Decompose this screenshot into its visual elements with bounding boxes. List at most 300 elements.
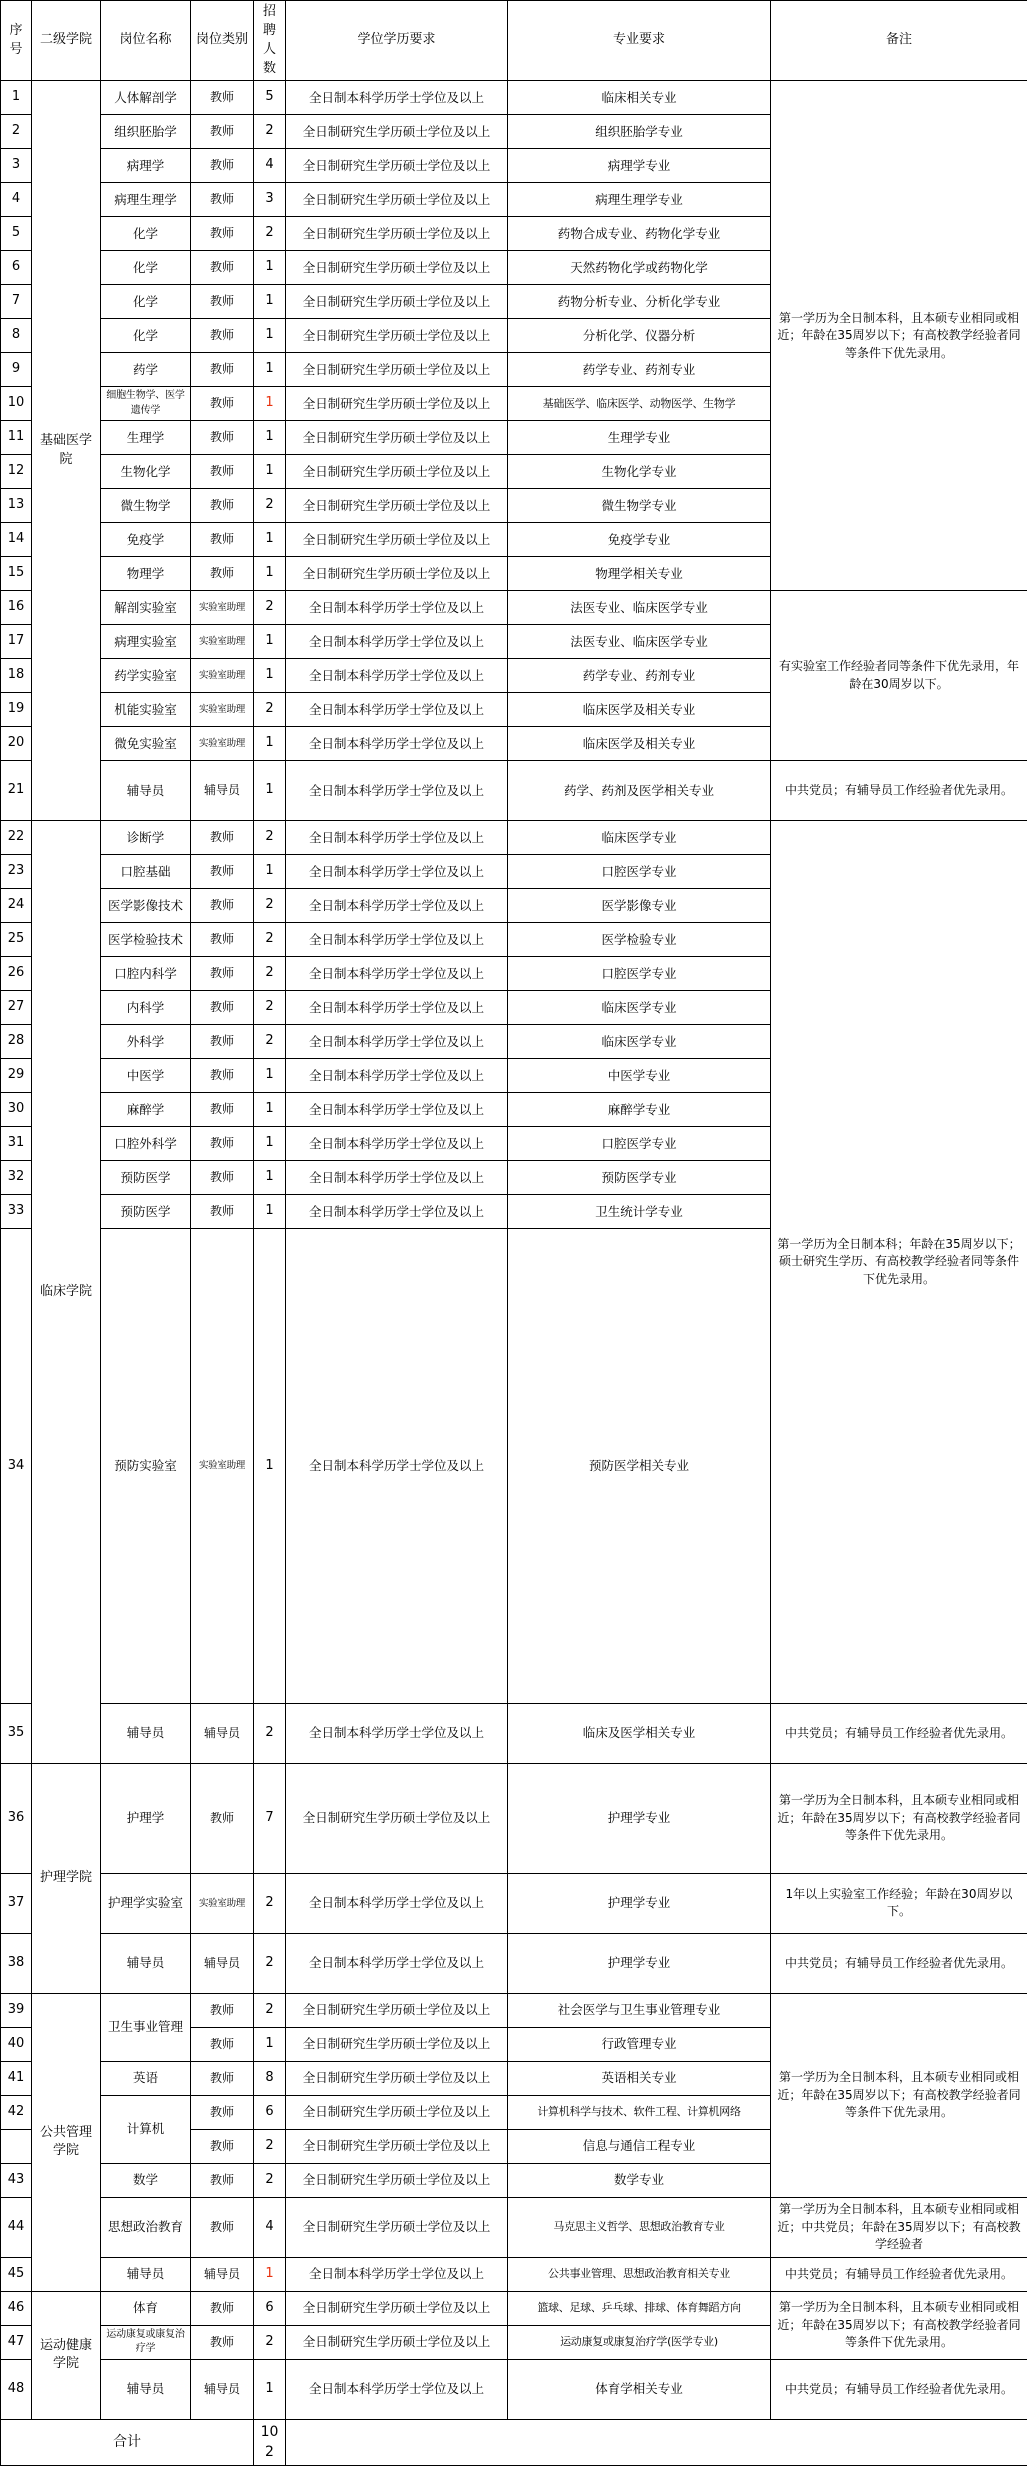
cell-post-type: 教师	[191, 81, 254, 115]
cell-index: 47	[1, 2325, 32, 2359]
cell-major-requirement: 信息与通信工程专业	[508, 2129, 771, 2163]
cell-post-name: 组织胚胎学	[101, 115, 191, 149]
cell-note: 第一学历为全日制本科，且本硕专业相同或相近；年龄在35周岁以下；有高校教学经验者同等条件下优先录用。	[771, 2291, 1027, 2359]
cell-index: 44	[1, 2197, 32, 2257]
cell-post-name: 病理生理学	[101, 183, 191, 217]
cell-post-name: 口腔内科学	[101, 957, 191, 991]
cell-headcount: 2	[254, 889, 286, 923]
cell-post-name: 病理学	[101, 149, 191, 183]
cell-index: 33	[1, 1195, 32, 1229]
cell-post-type: 教师	[191, 251, 254, 285]
cell-index: 21	[1, 761, 32, 821]
cell-major-requirement: 中医学专业	[508, 1059, 771, 1093]
cell-post-type: 教师	[191, 1993, 254, 2027]
cell-post-type: 教师	[191, 557, 254, 591]
cell-index: 15	[1, 557, 32, 591]
cell-post-type: 教师	[191, 2197, 254, 2257]
cell-post-type: 辅导员	[191, 1703, 254, 1763]
cell-index: 38	[1, 1933, 32, 1993]
table-row	[1, 2257, 1027, 2291]
cell-post-type: 实验室助理	[191, 591, 254, 625]
cell-post-name: 机能实验室	[101, 693, 191, 727]
cell-post-type: 教师	[191, 353, 254, 387]
cell-degree-requirement: 全日制研究生学历硕士学位及以上	[286, 557, 508, 591]
table-row	[1, 2197, 1027, 2257]
cell-major-requirement: 口腔医学专业	[508, 1127, 771, 1161]
cell-major-requirement: 临床医学专业	[508, 1025, 771, 1059]
cell-post-name: 运动康复或康复治疗学	[101, 2325, 191, 2359]
cell-post-type: 教师	[191, 2061, 254, 2095]
header-note: 备注	[771, 1, 1027, 81]
header-post-type: 岗位类别	[191, 1, 254, 81]
cell-headcount: 2	[254, 1703, 286, 1763]
cell-headcount: 6	[254, 2291, 286, 2325]
cell-index: 19	[1, 693, 32, 727]
cell-headcount: 1	[254, 659, 286, 693]
cell-degree-requirement: 全日制本科学历学士学位及以上	[286, 2257, 508, 2291]
cell-index: 41	[1, 2061, 32, 2095]
cell-headcount: 2	[254, 1025, 286, 1059]
cell-post-name: 化学	[101, 251, 191, 285]
cell-note: 第一学历为全日制本科，且本硕专业相同或相近；年龄在35周岁以下；有高校教学经验者同等条件下优先录用。	[771, 1993, 1027, 2197]
cell-index: 31	[1, 1127, 32, 1161]
cell-post-name: 辅导员	[101, 761, 191, 821]
cell-index: 17	[1, 625, 32, 659]
total-label: 合计	[1, 2419, 254, 2465]
cell-post-name: 预防医学	[101, 1195, 191, 1229]
cell-headcount: 1	[254, 557, 286, 591]
cell-index: 6	[1, 251, 32, 285]
cell-headcount: 2	[254, 489, 286, 523]
cell-post-type: 教师	[191, 115, 254, 149]
cell-post-type: 教师	[191, 523, 254, 557]
cell-major-requirement: 生理学专业	[508, 421, 771, 455]
cell-post-name: 中医学	[101, 1059, 191, 1093]
cell-index: 45	[1, 2257, 32, 2291]
table-row	[1, 1763, 1027, 1873]
table-row	[1, 81, 1027, 115]
cell-post-name: 口腔基础	[101, 855, 191, 889]
cell-post-type: 辅导员	[191, 1933, 254, 1993]
header-major: 专业要求	[508, 1, 771, 81]
cell-note: 中共党员；有辅导员工作经验者优先录用。	[771, 761, 1027, 821]
cell-degree-requirement: 全日制本科学历学士学位及以上	[286, 727, 508, 761]
cell-index: 30	[1, 1093, 32, 1127]
cell-post-type: 辅导员	[191, 2359, 254, 2419]
cell-post-type: 教师	[191, 2095, 254, 2129]
cell-major-requirement: 麻醉学专业	[508, 1093, 771, 1127]
cell-major-requirement: 药物合成专业、药物化学专业	[508, 217, 771, 251]
cell-headcount: 2	[254, 115, 286, 149]
cell-post-name: 医学影像技术	[101, 889, 191, 923]
cell-note: 中共党员；有辅导员工作经验者优先录用。	[771, 2359, 1027, 2419]
cell-index: 27	[1, 991, 32, 1025]
cell-major-requirement: 预防医学相关专业	[508, 1229, 771, 1704]
cell-headcount: 1	[254, 855, 286, 889]
cell-post-type: 教师	[191, 957, 254, 991]
cell-post-name: 英语	[101, 2061, 191, 2095]
cell-post-type: 教师	[191, 285, 254, 319]
cell-post-type: 教师	[191, 821, 254, 855]
cell-headcount: 4	[254, 149, 286, 183]
cell-post-name: 辅导员	[101, 1703, 191, 1763]
cell-index: 23	[1, 855, 32, 889]
cell-headcount: 1	[254, 1093, 286, 1127]
cell-major-requirement: 社会医学与卫生事业管理专业	[508, 1993, 771, 2027]
cell-degree-requirement: 全日制研究生学历硕士学位及以上	[286, 115, 508, 149]
cell-note: 第一学历为全日制本科，且本硕专业相同或相近；年龄在35周岁以下；有高校教学经验者同等条件下优先录用。	[771, 81, 1027, 591]
cell-post-name: 免疫学	[101, 523, 191, 557]
cell-degree-requirement: 全日制本科学历学士学位及以上	[286, 1161, 508, 1195]
cell-post-name: 麻醉学	[101, 1093, 191, 1127]
cell-post-name: 人体解剖学	[101, 81, 191, 115]
cell-headcount: 8	[254, 2061, 286, 2095]
cell-post-name: 护理学实验室	[101, 1873, 191, 1933]
cell-headcount: 2	[254, 1933, 286, 1993]
cell-post-type: 教师	[191, 2027, 254, 2061]
cell-major-requirement: 法医专业、临床医学专业	[508, 625, 771, 659]
table-header-row	[1, 1, 1027, 81]
cell-major-requirement: 临床医学及相关专业	[508, 727, 771, 761]
cell-post-name: 预防医学	[101, 1161, 191, 1195]
cell-post-name: 辅导员	[101, 1933, 191, 1993]
cell-post-name: 生理学	[101, 421, 191, 455]
cell-index: 32	[1, 1161, 32, 1195]
table-row	[1, 761, 1027, 821]
cell-degree-requirement: 全日制研究生学历硕士学位及以上	[286, 523, 508, 557]
cell-degree-requirement: 全日制本科学历学士学位及以上	[286, 693, 508, 727]
cell-headcount: 2	[254, 591, 286, 625]
cell-college: 公共管理学院	[32, 1993, 101, 2291]
cell-headcount: 1	[254, 2359, 286, 2419]
cell-headcount: 1	[254, 387, 286, 421]
cell-college: 基础医学院	[32, 81, 101, 821]
cell-headcount: 7	[254, 1763, 286, 1873]
cell-headcount: 2	[254, 957, 286, 991]
cell-degree-requirement: 全日制研究生学历硕士学位及以上	[286, 217, 508, 251]
cell-headcount: 2	[254, 2163, 286, 2197]
cell-college: 临床学院	[32, 821, 101, 1764]
cell-index: 43	[1, 2163, 32, 2197]
cell-index: 16	[1, 591, 32, 625]
cell-post-type: 实验室助理	[191, 1229, 254, 1704]
cell-degree-requirement: 全日制研究生学历硕士学位及以上	[286, 2129, 508, 2163]
cell-note: 中共党员；有辅导员工作经验者优先录用。	[771, 1703, 1027, 1763]
cell-headcount: 1	[254, 455, 286, 489]
cell-headcount: 1	[254, 1229, 286, 1704]
cell-post-name: 口腔外科学	[101, 1127, 191, 1161]
cell-post-name: 思想政治教育	[101, 2197, 191, 2257]
cell-headcount: 2	[254, 1993, 286, 2027]
cell-post-type: 教师	[191, 889, 254, 923]
cell-major-requirement: 口腔医学专业	[508, 957, 771, 991]
cell-index: 29	[1, 1059, 32, 1093]
cell-major-requirement: 医学检验专业	[508, 923, 771, 957]
table-body	[1, 81, 1027, 2465]
cell-headcount: 2	[254, 217, 286, 251]
cell-headcount: 1	[254, 251, 286, 285]
cell-degree-requirement: 全日制研究生学历硕士学位及以上	[286, 251, 508, 285]
cell-major-requirement: 天然药物化学或药物化学	[508, 251, 771, 285]
cell-post-type: 教师	[191, 991, 254, 1025]
cell-post-type: 教师	[191, 319, 254, 353]
header-index: 序号	[1, 1, 32, 81]
cell-index: 42	[1, 2095, 32, 2129]
cell-headcount: 1	[254, 285, 286, 319]
cell-post-name: 化学	[101, 319, 191, 353]
cell-degree-requirement: 全日制本科学历学士学位及以上	[286, 81, 508, 115]
cell-major-requirement: 免疫学专业	[508, 523, 771, 557]
table-row	[1, 821, 1027, 855]
cell-degree-requirement: 全日制本科学历学士学位及以上	[286, 659, 508, 693]
cell-index: 35	[1, 1703, 32, 1763]
cell-major-requirement: 临床相关专业	[508, 81, 771, 115]
cell-headcount: 1	[254, 319, 286, 353]
cell-post-type: 教师	[191, 2291, 254, 2325]
cell-major-requirement: 病理学专业	[508, 149, 771, 183]
cell-degree-requirement: 全日制研究生学历硕士学位及以上	[286, 1763, 508, 1873]
cell-post-name: 护理学	[101, 1763, 191, 1873]
cell-major-requirement: 组织胚胎学专业	[508, 115, 771, 149]
cell-index: 9	[1, 353, 32, 387]
cell-index	[1, 2129, 32, 2163]
cell-degree-requirement: 全日制研究生学历硕士学位及以上	[286, 387, 508, 421]
cell-headcount: 1	[254, 2027, 286, 2061]
cell-note: 第一学历为全日制本科，且本硕专业相同或相近；年龄在35周岁以下；有高校教学经验者同等条件下优先录用。	[771, 1763, 1027, 1873]
cell-headcount: 1	[254, 761, 286, 821]
cell-major-requirement: 药学、药剂及医学相关专业	[508, 761, 771, 821]
cell-index: 14	[1, 523, 32, 557]
cell-post-type: 教师	[191, 855, 254, 889]
cell-degree-requirement: 全日制本科学历学士学位及以上	[286, 821, 508, 855]
cell-major-requirement: 运动康复或康复治疗学(医学专业)	[508, 2325, 771, 2359]
cell-post-name: 病理实验室	[101, 625, 191, 659]
cell-degree-requirement: 全日制研究生学历硕士学位及以上	[286, 149, 508, 183]
cell-degree-requirement: 全日制研究生学历硕士学位及以上	[286, 455, 508, 489]
cell-headcount: 1	[254, 1195, 286, 1229]
cell-degree-requirement: 全日制本科学历学士学位及以上	[286, 1873, 508, 1933]
cell-note: 1年以上实验室工作经验；年龄在30周岁以下。	[771, 1873, 1027, 1933]
cell-degree-requirement: 全日制研究生学历硕士学位及以上	[286, 285, 508, 319]
cell-degree-requirement: 全日制本科学历学士学位及以上	[286, 923, 508, 957]
cell-index: 12	[1, 455, 32, 489]
cell-major-requirement: 篮球、足球、乒乓球、排球、体育舞蹈方向	[508, 2291, 771, 2325]
cell-degree-requirement: 全日制本科学历学士学位及以上	[286, 1059, 508, 1093]
cell-degree-requirement: 全日制本科学历学士学位及以上	[286, 1093, 508, 1127]
table-row	[1, 1703, 1027, 1763]
header-headcount	[254, 1, 286, 81]
cell-major-requirement: 医学影像专业	[508, 889, 771, 923]
cell-degree-requirement: 全日制本科学历学士学位及以上	[286, 625, 508, 659]
cell-index: 40	[1, 2027, 32, 2061]
cell-major-requirement: 英语相关专业	[508, 2061, 771, 2095]
cell-degree-requirement: 全日制本科学历学士学位及以上	[286, 957, 508, 991]
cell-degree-requirement: 全日制本科学历学士学位及以上	[286, 1229, 508, 1704]
header-college: 二级学院	[32, 1, 101, 81]
cell-major-requirement: 物理学相关专业	[508, 557, 771, 591]
cell-post-type: 教师	[191, 217, 254, 251]
cell-post-type: 实验室助理	[191, 625, 254, 659]
cell-index: 1	[1, 81, 32, 115]
cell-headcount: 2	[254, 923, 286, 957]
cell-major-requirement: 护理学专业	[508, 1763, 771, 1873]
cell-post-name: 卫生事业管理	[101, 1993, 191, 2061]
cell-note: 第一学历为全日制本科，且本硕专业相同或相近；中共党员；年龄在35周岁以下；有高校教学经验者	[771, 2197, 1027, 2257]
cell-major-requirement: 微生物学专业	[508, 489, 771, 523]
cell-headcount: 1	[254, 353, 286, 387]
cell-post-type: 教师	[191, 455, 254, 489]
cell-major-requirement: 行政管理专业	[508, 2027, 771, 2061]
total-row	[1, 2419, 1027, 2465]
cell-post-type: 实验室助理	[191, 1873, 254, 1933]
table-row	[1, 2291, 1027, 2325]
cell-degree-requirement: 全日制本科学历学士学位及以上	[286, 1703, 508, 1763]
cell-index: 22	[1, 821, 32, 855]
header-degree: 学位学历要求	[286, 1, 508, 81]
cell-degree-requirement: 全日制研究生学历硕士学位及以上	[286, 2027, 508, 2061]
cell-post-type: 教师	[191, 149, 254, 183]
cell-post-type: 实验室助理	[191, 727, 254, 761]
cell-post-type: 教师	[191, 1763, 254, 1873]
cell-index: 28	[1, 1025, 32, 1059]
cell-post-type: 实验室助理	[191, 659, 254, 693]
cell-post-name: 外科学	[101, 1025, 191, 1059]
cell-post-type: 教师	[191, 421, 254, 455]
cell-degree-requirement: 全日制本科学历学士学位及以上	[286, 1025, 508, 1059]
cell-post-name: 辅导员	[101, 2359, 191, 2419]
cell-major-requirement: 临床医学专业	[508, 991, 771, 1025]
cell-index: 7	[1, 285, 32, 319]
cell-degree-requirement: 全日制本科学历学士学位及以上	[286, 591, 508, 625]
cell-index: 10	[1, 387, 32, 421]
cell-degree-requirement: 全日制研究生学历硕士学位及以上	[286, 2163, 508, 2197]
cell-headcount: 2	[254, 821, 286, 855]
cell-post-name: 微生物学	[101, 489, 191, 523]
cell-post-type: 教师	[191, 489, 254, 523]
cell-headcount: 1	[254, 2257, 286, 2291]
cell-post-type: 教师	[191, 183, 254, 217]
cell-post-name: 数学	[101, 2163, 191, 2197]
cell-headcount: 1	[254, 421, 286, 455]
cell-major-requirement: 基础医学、临床医学、动物医学、生物学	[508, 387, 771, 421]
cell-index: 25	[1, 923, 32, 957]
cell-note: 第一学历为全日制本科；年龄在35周岁以下；硕士研究生学历、有高校教学经验者同等条件下优先录用。	[771, 821, 1027, 1704]
cell-post-type: 教师	[191, 2129, 254, 2163]
total-value: 102	[254, 2419, 286, 2465]
cell-degree-requirement: 全日制本科学历学士学位及以上	[286, 991, 508, 1025]
cell-major-requirement: 卫生统计学专业	[508, 1195, 771, 1229]
cell-post-type: 辅导员	[191, 2257, 254, 2291]
cell-post-type: 教师	[191, 1093, 254, 1127]
cell-note: 有实验室工作经验者同等条件下优先录用，年龄在30周岁以下。	[771, 591, 1027, 761]
cell-headcount: 4	[254, 2197, 286, 2257]
table-row	[1, 591, 1027, 625]
cell-headcount: 1	[254, 727, 286, 761]
cell-index: 18	[1, 659, 32, 693]
cell-note: 中共党员；有辅导员工作经验者优先录用。	[771, 2257, 1027, 2291]
cell-index: 4	[1, 183, 32, 217]
cell-post-name: 药学实验室	[101, 659, 191, 693]
cell-post-name: 计算机	[101, 2095, 191, 2163]
cell-index: 46	[1, 2291, 32, 2325]
cell-major-requirement: 体育学相关专业	[508, 2359, 771, 2419]
cell-index: 36	[1, 1763, 32, 1873]
cell-major-requirement: 公共事业管理、思想政治教育相关专业	[508, 2257, 771, 2291]
cell-headcount: 2	[254, 991, 286, 1025]
cell-post-name: 解剖实验室	[101, 591, 191, 625]
cell-major-requirement: 临床医学专业	[508, 821, 771, 855]
cell-index: 8	[1, 319, 32, 353]
cell-degree-requirement: 全日制本科学历学士学位及以上	[286, 2359, 508, 2419]
cell-major-requirement: 数学专业	[508, 2163, 771, 2197]
cell-major-requirement: 法医专业、临床医学专业	[508, 591, 771, 625]
cell-post-type: 教师	[191, 923, 254, 957]
cell-college: 运动健康学院	[32, 2291, 101, 2419]
cell-index: 2	[1, 115, 32, 149]
cell-major-requirement: 护理学专业	[508, 1873, 771, 1933]
cell-post-name: 化学	[101, 285, 191, 319]
cell-index: 37	[1, 1873, 32, 1933]
cell-degree-requirement: 全日制研究生学历硕士学位及以上	[286, 1993, 508, 2027]
cell-index: 48	[1, 2359, 32, 2419]
cell-degree-requirement: 全日制研究生学历硕士学位及以上	[286, 2197, 508, 2257]
cell-index: 20	[1, 727, 32, 761]
cell-headcount: 1	[254, 1127, 286, 1161]
cell-headcount: 1	[254, 523, 286, 557]
cell-post-name: 内科学	[101, 991, 191, 1025]
cell-degree-requirement: 全日制研究生学历硕士学位及以上	[286, 2291, 508, 2325]
cell-post-type: 教师	[191, 1161, 254, 1195]
cell-major-requirement: 马克思主义哲学、思想政治教育专业	[508, 2197, 771, 2257]
cell-post-type: 教师	[191, 387, 254, 421]
cell-post-name: 细胞生物学、医学遗传学	[101, 387, 191, 421]
cell-major-requirement: 预防医学专业	[508, 1161, 771, 1195]
cell-post-type: 教师	[191, 1127, 254, 1161]
cell-post-name: 生物化学	[101, 455, 191, 489]
cell-post-name: 体育	[101, 2291, 191, 2325]
cell-post-type: 教师	[191, 2163, 254, 2197]
cell-post-name: 辅导员	[101, 2257, 191, 2291]
cell-major-requirement: 护理学专业	[508, 1933, 771, 1993]
header-headcount-line2: 人数	[257, 41, 282, 79]
cell-post-name: 医学检验技术	[101, 923, 191, 957]
cell-headcount: 2	[254, 693, 286, 727]
cell-note: 中共党员；有辅导员工作经验者优先录用。	[771, 1933, 1027, 1993]
cell-degree-requirement: 全日制研究生学历硕士学位及以上	[286, 489, 508, 523]
cell-headcount: 5	[254, 81, 286, 115]
cell-degree-requirement: 全日制研究生学历硕士学位及以上	[286, 353, 508, 387]
cell-post-name: 药学	[101, 353, 191, 387]
cell-post-name: 微免实验室	[101, 727, 191, 761]
cell-index: 34	[1, 1229, 32, 1704]
cell-headcount: 2	[254, 2129, 286, 2163]
cell-headcount: 2	[254, 1873, 286, 1933]
cell-major-requirement: 口腔医学专业	[508, 855, 771, 889]
cell-post-type: 辅导员	[191, 761, 254, 821]
cell-major-requirement: 药学专业、药剂专业	[508, 659, 771, 693]
cell-degree-requirement: 全日制研究生学历硕士学位及以上	[286, 319, 508, 353]
cell-headcount: 6	[254, 2095, 286, 2129]
cell-degree-requirement: 全日制本科学历学士学位及以上	[286, 1127, 508, 1161]
cell-degree-requirement: 全日制本科学历学士学位及以上	[286, 1933, 508, 1993]
cell-headcount: 1	[254, 1161, 286, 1195]
table-row	[1, 1933, 1027, 1993]
cell-index: 11	[1, 421, 32, 455]
cell-post-name: 物理学	[101, 557, 191, 591]
cell-index: 24	[1, 889, 32, 923]
cell-index: 26	[1, 957, 32, 991]
cell-index: 39	[1, 1993, 32, 2027]
